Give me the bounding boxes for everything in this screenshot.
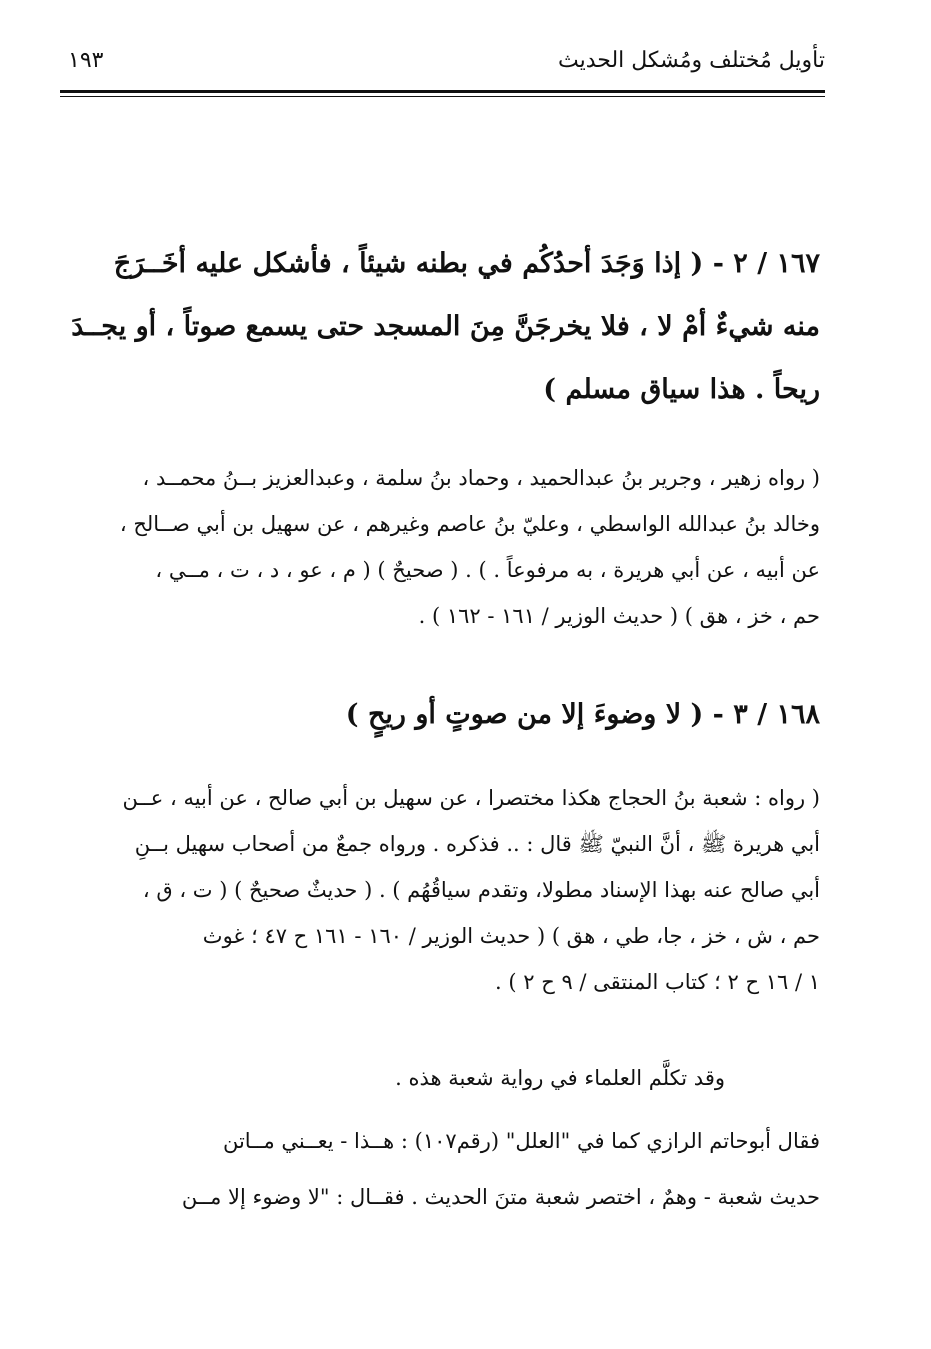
- hadith-168-line: ١٦٨ / ٣ - ( لا وضوءَ إلا من صوتٍ أو ريحٍ ): [345, 699, 820, 730]
- page-number: ١٩٣: [68, 48, 104, 73]
- takhrij-168-line: أبي هريرة ﷺ ، أنَّ النبيّ ﷺ قال : .. فذكره . ورواه جمعٌ من أصحاب سهيل بــنِ: [134, 832, 820, 856]
- takhrij-168: [60, 775, 820, 1005]
- takhrij-168-line: ( رواه : شعبة بنُ الحجاج هكذا مختصرا ، عن سهيل بن أبي صالح ، عن أبيه ، عــن: [122, 786, 820, 810]
- abu-hatim-paragraph: [60, 1113, 820, 1225]
- takhrij-167-line: عن أبيه ، عن أبي هريرة ، به مرفوعاً . ) . ( صحيحٌ ) ( م ، عو ، د ، ت ، مــي ،: [155, 558, 820, 582]
- abu-hatim-line: حديث شعبة - وهمٌ ، اختصر شعبة متنَ الحديث . فقــال : "لا وضوء إلا مــن: [181, 1185, 820, 1209]
- remark-paragraph: [60, 1050, 820, 1106]
- hadith-167-line: ريحاً . هذا سياق مسلم ): [543, 374, 820, 405]
- takhrij-167-line: ( رواه زهير ، وجرير بنُ عبدالحميد ، وحماد بنُ سلمة ، وعبدالعزيز بــنُ محمــد ،: [142, 466, 820, 490]
- hadith-168: [60, 683, 820, 746]
- running-title: تأويل مُختلف ومُشكل الحديث: [557, 48, 825, 73]
- hadith-167-line: ١٦٧ / ٢ - ( إذا وَجَدَ أحدُكُم في بطنه شيئاً ، فأشكل عليه أخَــرَجَ: [113, 248, 820, 279]
- header-rule-thin: [60, 96, 825, 97]
- takhrij-167-line: حم ، خز ، هق ) ( حديث الوزير / ١٦١ - ١٦٢ ) .: [418, 604, 820, 628]
- takhrij-168-line: حم ، ش ، خز ، جا، طي ، هق ) ( حديث الوزير / ١٦٠ - ١٦١ ح ٤٧ ؛ غوث: [202, 924, 820, 948]
- takhrij-167-line: وخالد بنُ عبدالله الواسطي ، وعليّ بنُ عاصم وغيرهم ، عن سهيل بن أبي صــالح ،: [119, 512, 820, 536]
- hadith-167: [60, 232, 820, 421]
- takhrij-168-line: أبي صالح عنه بهذا الإسناد مطولا، وتقدم سياقُهُم ) . ( حديثٌ صحيحٌ ) ( ت ، ق ،: [142, 878, 820, 902]
- hadith-167-line: منه شيءٌ أمْ لا ، فلا يخرجَنَّ مِنَ المسجد حتى يسمع صوتاً ، أو يجــدَ: [71, 311, 820, 342]
- takhrij-168-line: ١ / ١٦ ح ٢ ؛ كتاب المنتقى / ٩ ح ٢ ) .: [495, 970, 820, 994]
- remark-line: وقد تكلَّم العلماء في رواية شعبة هذه .: [395, 1066, 725, 1090]
- takhrij-167: [60, 455, 820, 639]
- header-rule-thick: [60, 90, 825, 93]
- abu-hatim-line: فقال أبوحاتم الرازي كما في "العلل" (رقم١٠٧) : هــذا - يعــني مــاتن: [222, 1129, 820, 1153]
- page-header: [60, 40, 825, 90]
